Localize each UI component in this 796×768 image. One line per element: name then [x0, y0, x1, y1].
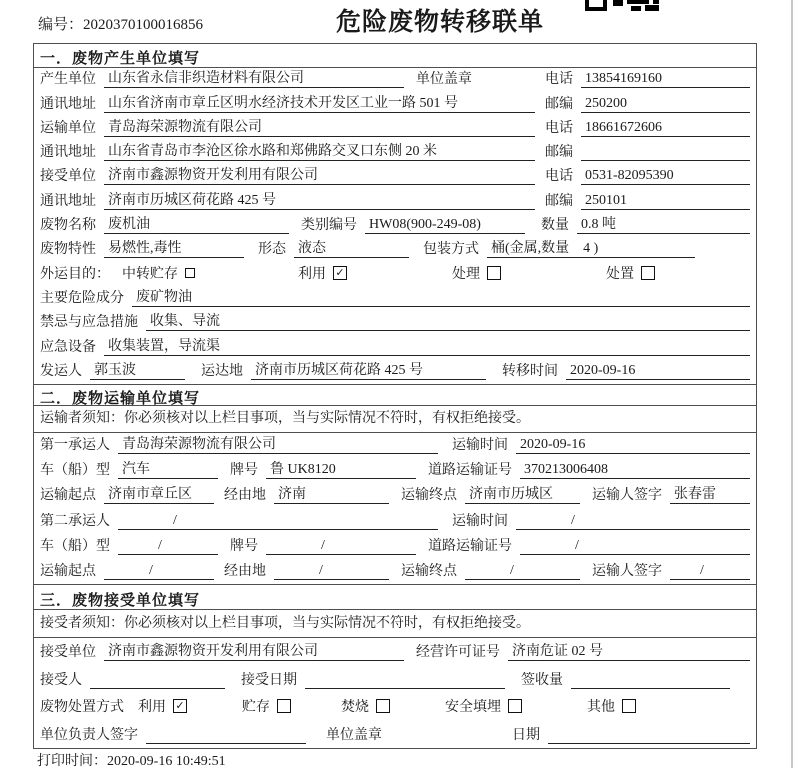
print-time-label: 打印时间： [37, 754, 107, 768]
purpose-label: 外运目的： [40, 266, 110, 282]
carrier2-route-row [34, 559, 756, 584]
transporter-address-field: 山东省青岛市李沧区徐水路和郑佛路交叉口东侧 20 米 [104, 140, 535, 161]
road-license-label: 道路运输证号 [428, 463, 512, 479]
accept-date-field [305, 688, 505, 689]
endpoint-label: 运输终点 [401, 488, 457, 504]
producer-row [34, 68, 756, 92]
transporter-address-row [34, 141, 756, 165]
vehicle-type-field: / [118, 538, 218, 555]
serial-number [38, 13, 203, 34]
option-label: 贮存 [242, 700, 270, 716]
page-title: 危险废物转移联单 [336, 8, 545, 36]
notice-text: 你必须核对以上栏目事项，当与实际情况不符时，有权拒绝接受。 [124, 615, 530, 631]
option-label: 焚烧 [341, 700, 369, 716]
permit-label: 经营许可证号 [416, 645, 500, 661]
producer-zip-field: 250200 [581, 96, 750, 113]
transporter-phone-field: 18661672606 [581, 120, 750, 137]
zip-label: 邮编 [545, 96, 573, 112]
trait-field: 易燃性,毒性 [104, 237, 244, 258]
carrier1-route-row [34, 483, 756, 508]
category-field: HW08(900-249-08) [365, 217, 525, 234]
checkbox-icon [376, 699, 390, 713]
transporter-sign-field: / [670, 563, 750, 580]
transporter-name-field: 青岛海荣源物流有限公司 [104, 116, 535, 137]
carrier2-field: / [118, 513, 438, 530]
producer-name-field: 山东省永信非织造材料有限公司 [104, 67, 404, 88]
accept-unit-field: 济南市鑫源物资开发利用有限公司 [104, 640, 404, 661]
waste-trait-row [34, 238, 756, 262]
via-label: 经由地 [224, 563, 266, 579]
accept-unit-label: 接受单位 [40, 645, 96, 661]
disposal-label: 废物处置方式 [40, 700, 124, 716]
section3-header: 三．废物接受单位填写 [34, 584, 756, 610]
zip-label: 邮编 [545, 193, 573, 209]
transporter-sign-field: 张春雷 [670, 483, 750, 504]
transfer-time-field: 2020-09-16 [566, 363, 750, 380]
origin-label: 运输起点 [40, 488, 96, 504]
transporter-label: 运输单位 [40, 120, 96, 136]
origin-label: 运输起点 [40, 563, 96, 579]
unit-seal-label: 单位盖章 [416, 72, 472, 88]
acceptor-label: 接受人 [40, 672, 82, 688]
checkbox-icon [185, 268, 195, 278]
quantity-label: 数量 [541, 218, 569, 234]
packing-field: 桶(金属,数量 4 ) [487, 237, 695, 258]
unit-seal-label: 单位盖章 [326, 727, 382, 743]
carrier1-field: 青岛海荣源物流有限公司 [118, 433, 438, 454]
destination-field: 济南市历城区荷花路 425 号 [251, 359, 486, 380]
via-field: / [274, 563, 389, 580]
carrier2-vehicle-row [34, 534, 756, 559]
option-label: 安全填埋 [445, 700, 501, 716]
zip-label: 邮编 [545, 145, 573, 161]
plate-field: / [266, 538, 416, 555]
producer-address-field: 山东省济南市章丘区明水经济技术开发区工业一路 501 号 [104, 92, 535, 113]
receiver-label: 接受单位 [40, 169, 96, 185]
transporter-sign-label: 运输人签字 [592, 563, 662, 579]
origin-field: 济南市章丘区 [104, 483, 214, 504]
vehicle-type-field: 汽车 [118, 458, 218, 479]
origin-field: / [104, 563, 214, 580]
receiver-row [34, 165, 756, 189]
road-license-field: 370213006408 [520, 462, 750, 479]
print-time-value: 2020-09-16 10:49:51 [107, 754, 226, 768]
checkbox-icon [508, 699, 522, 713]
notice-label: 运输者须知： [40, 410, 124, 426]
option-label: 其他 [587, 700, 615, 716]
checkbox-icon [277, 699, 291, 713]
transport-time-label: 运输时间 [452, 513, 508, 529]
permit-field: 济南危证 02 号 [508, 640, 750, 661]
transporter-row [34, 117, 756, 141]
transporter-notice-row [34, 406, 756, 433]
serial-label: 编号： [38, 17, 84, 33]
notice-text: 你必须核对以上栏目事项，当与实际情况不符时，有权拒绝接受。 [124, 410, 530, 426]
consignor-field: 郭玉波 [90, 359, 185, 380]
acceptor-row [34, 665, 756, 692]
sign-date-field [548, 743, 750, 744]
sign-date-label: 日期 [512, 727, 540, 743]
hazard-label: 主要危险成分 [40, 290, 124, 306]
phone-label: 电话 [545, 72, 573, 88]
serial-value: 2020370100016856 [83, 17, 204, 33]
plate-field: 鲁 UK8120 [266, 458, 416, 479]
disposal-option-other [587, 696, 636, 716]
option-label: 处理 [452, 266, 480, 282]
equipment-field: 收集装置，导流渠 [104, 335, 750, 356]
section2-header: 二．废物运输单位填写 [34, 384, 756, 406]
hazard-component-row [34, 287, 756, 311]
purpose-option-utilize [298, 263, 347, 283]
waste-name-field: 废机油 [104, 213, 289, 234]
disposal-option-utilize [138, 696, 187, 716]
disposal-option-incinerate [341, 696, 390, 716]
road-license-field: / [520, 538, 750, 555]
option-label: 利用 [138, 700, 166, 716]
qr-code-icon [585, 0, 659, 11]
vehicle-type-label: 车（船）型 [40, 538, 110, 554]
disposal-option-store [242, 696, 291, 716]
via-label: 经由地 [224, 488, 266, 504]
phone-label: 电话 [545, 169, 573, 185]
checkbox-icon [641, 266, 655, 280]
section1-header: 一．废物产生单位填写 [34, 44, 756, 68]
receiver-name-field: 济南市鑫源物资开发利用有限公司 [104, 164, 535, 185]
purpose-option-dispose [606, 263, 655, 283]
checkbox-icon [487, 266, 501, 280]
address-label: 通讯地址 [40, 193, 96, 209]
destination-label: 运达地 [201, 363, 243, 379]
equipment-label: 应急设备 [40, 339, 96, 355]
receiver-notice-row [34, 610, 756, 638]
option-label: 中转贮存 [122, 266, 178, 282]
transport-time-label: 运输时间 [452, 438, 508, 454]
consignor-label: 发运人 [40, 363, 82, 379]
hazard-field: 废矿物油 [132, 286, 750, 307]
waste-name-label: 废物名称 [40, 218, 96, 234]
receiver-zip-field: 250101 [581, 193, 750, 210]
carrier1-time-field: 2020-09-16 [516, 437, 750, 454]
carrier2-row [34, 508, 756, 533]
accept-date-label: 接受日期 [241, 672, 297, 688]
road-license-label: 道路运输证号 [428, 538, 512, 554]
disposal-method-row [34, 693, 756, 720]
checkbox-icon: ✓ [333, 266, 347, 280]
endpoint-field: / [465, 563, 580, 580]
address-label: 通讯地址 [40, 145, 96, 161]
chief-sign-row [34, 720, 756, 747]
transporter-zip-field [581, 160, 750, 161]
accept-unit-row [34, 638, 756, 665]
carrier1-vehicle-row [34, 458, 756, 483]
producer-phone-field: 13854169160 [581, 71, 750, 88]
carrier1-label: 第一承运人 [40, 438, 110, 454]
transfer-form-table [33, 43, 757, 749]
receiver-address-row [34, 189, 756, 213]
transporter-sign-label: 运输人签字 [592, 488, 662, 504]
receiver-address-field: 济南市历城区荷花路 425 号 [104, 189, 535, 210]
chief-sign-field [146, 743, 306, 744]
producer-label: 产生单位 [40, 72, 96, 88]
form-label: 形态 [258, 242, 286, 258]
chief-sign-label: 单位负责人签字 [40, 727, 138, 743]
purpose-option-treat [452, 263, 501, 283]
taboo-measures-row [34, 311, 756, 335]
waste-name-row [34, 214, 756, 238]
emergency-equipment-row [34, 335, 756, 359]
checkbox-icon: ✓ [173, 699, 187, 713]
carrier2-time-field: / [516, 513, 750, 530]
quantity-field: 0.8 吨 [577, 213, 750, 234]
disposal-option-landfill [445, 696, 522, 716]
phone-label: 电话 [545, 120, 573, 136]
address-label: 通讯地址 [40, 96, 96, 112]
endpoint-label: 运输终点 [401, 563, 457, 579]
plate-label: 牌号 [230, 538, 258, 554]
endpoint-field: 济南市历城区 [465, 483, 580, 504]
producer-address-row [34, 92, 756, 116]
form-field: 液态 [294, 237, 409, 258]
option-label: 利用 [298, 266, 326, 282]
received-qty-field [571, 688, 730, 689]
taboo-label: 禁忌与应急措施 [40, 315, 138, 331]
received-qty-label: 签收量 [521, 672, 563, 688]
purpose-row [34, 262, 756, 286]
checkbox-icon [622, 699, 636, 713]
receiver-phone-field: 0531-82095390 [581, 168, 750, 185]
purpose-option-transfer-storage [122, 263, 195, 283]
carrier2-label: 第二承运人 [40, 513, 110, 529]
notice-label: 接受者须知： [40, 615, 124, 631]
taboo-field: 收集、导流 [146, 310, 750, 331]
transfer-time-label: 转移时间 [502, 363, 558, 379]
option-label: 处置 [606, 266, 634, 282]
page-edge-divider [791, 0, 793, 768]
trait-label: 废物特性 [40, 242, 96, 258]
carrier1-row [34, 433, 756, 458]
category-label: 类别编号 [301, 218, 357, 234]
via-field: 济南 [274, 483, 389, 504]
print-time [37, 750, 226, 768]
vehicle-type-label: 车（船）型 [40, 463, 110, 479]
acceptor-field [90, 688, 225, 689]
consignor-row [34, 360, 756, 384]
plate-label: 牌号 [230, 463, 258, 479]
packing-label: 包装方式 [423, 242, 479, 258]
